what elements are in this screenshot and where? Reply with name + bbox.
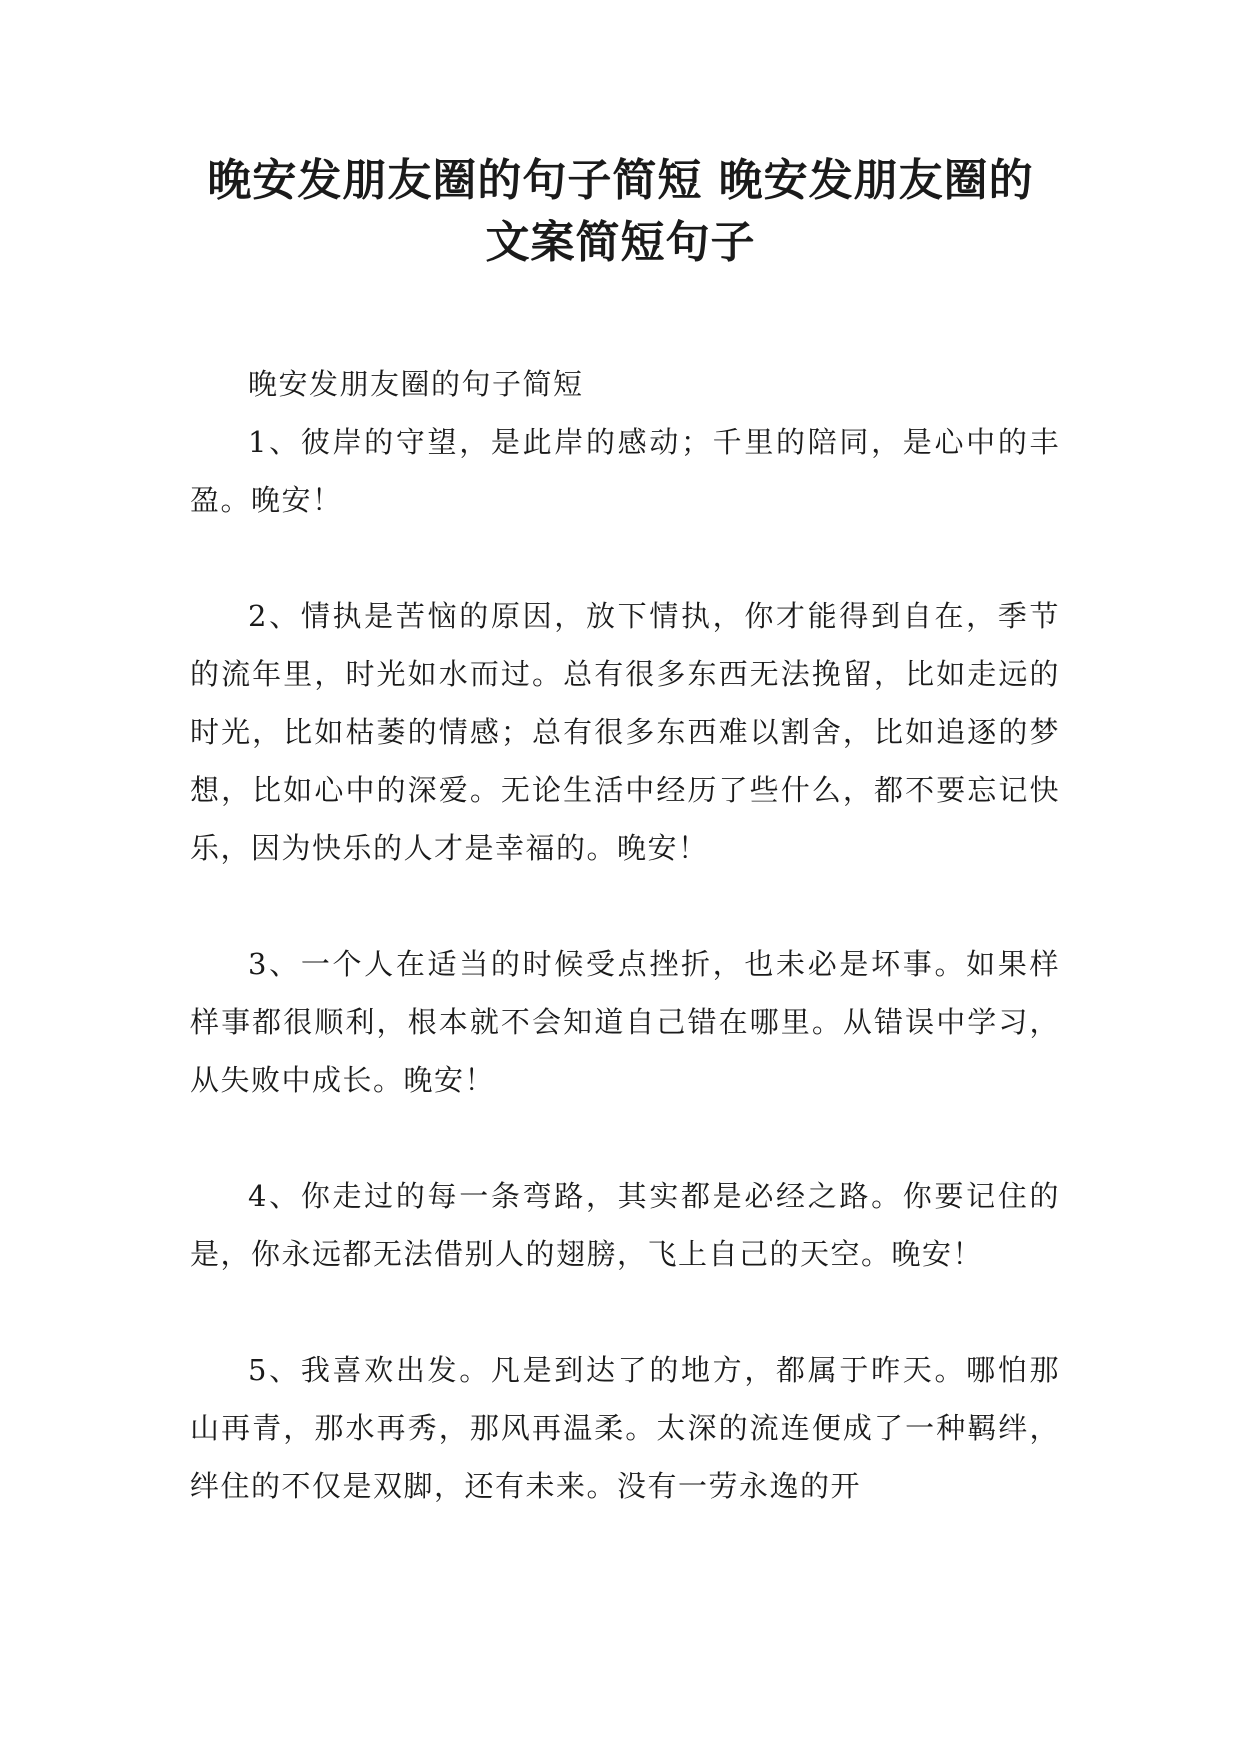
paragraph-3: 3、一个人在适当的时候受点挫折，也未必是坏事。如果样样事都很顺利，根本就不会知道自己错在哪里。从错误中学习，从失败中成长。晚安！ [190,947,1060,1097]
subheading: 晚安发朋友圈的句子简短 [248,367,584,401]
paragraph-2: 2、情执是苦恼的原因，放下情执，你才能得到自在，季节的流年里，时光如水而过。总有很多东西无法挽留，比如走远的时光，比如枯萎的情感；总有很多东西难以割舍，比如追逐的梦想，比如心中的深爱。无论生活中经历了些什么，都不要忘记快乐，因为快乐的人才是幸福的。晚安！ [190,599,1060,865]
paragraph-5: 5、我喜欢出发。凡是到达了的地方，都属于昨天。哪怕那山再青，那水再秀，那风再温柔。太深的流连便成了一种羁绊，绊住的不仅是双脚，还有未来。没有一劳永逸的开 [190,1353,1060,1503]
document-body [190,355,1060,1515]
document-title [150,150,1091,274]
paragraph-4: 4、你走过的每一条弯路，其实都是必经之路。你要记住的是，你永远都无法借别人的翅膀，飞上自己的天空。晚安！ [190,1179,1060,1271]
title-line-1: 晚安发朋友圈的句子简短 晚安发朋友圈的 [207,155,1034,206]
title-line-2: 文案简短句子 [485,217,756,268]
paragraph-1: 1、彼岸的守望，是此岸的感动；千里的陪同，是心中的丰盈。晚安！ [190,425,1060,517]
